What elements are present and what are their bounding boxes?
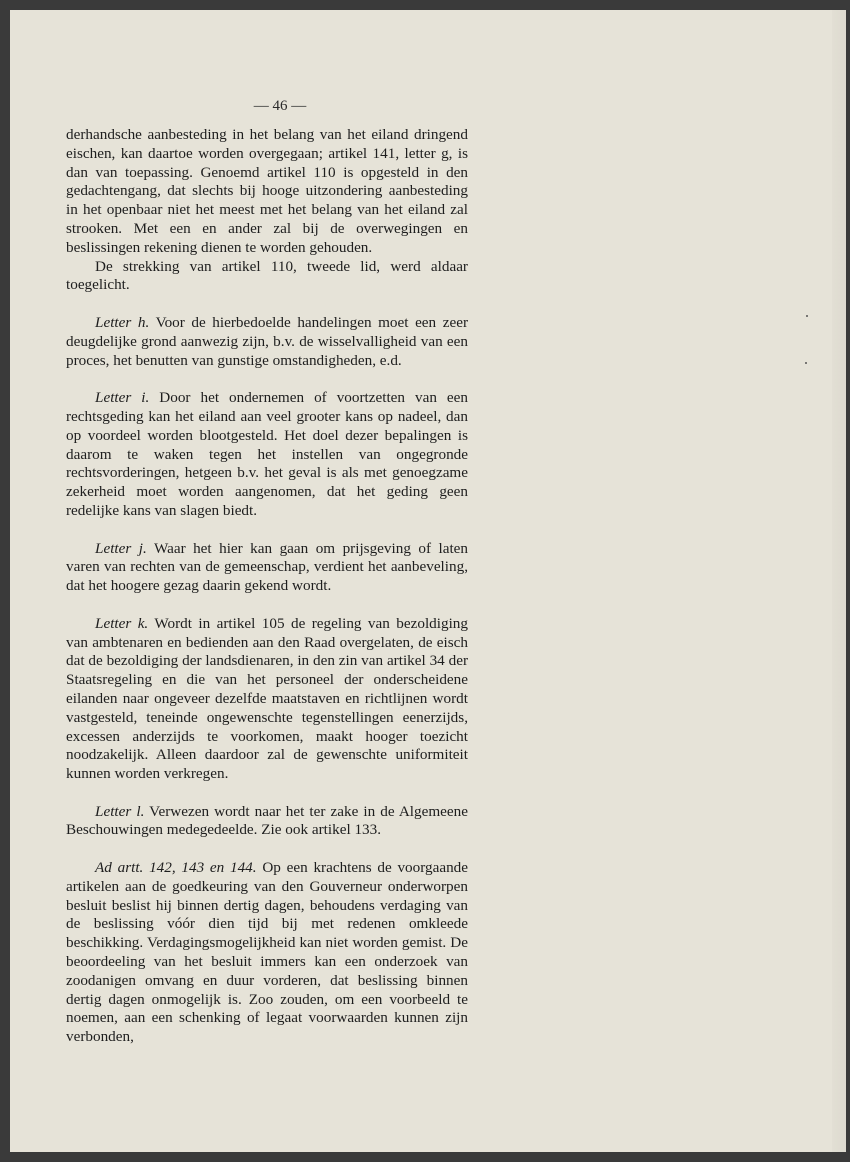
paragraph-text: De strekking van artikel 110, tweede lid, werd aldaar toegelicht. [66,257,468,294]
paragraph-text: Voor de hierbedoelde handelingen moet een zeer deugdelijke grond aanwezig zijn, b.v. de wisselvalligheid van een proces, het benutten van gunstige omstandigheden, e.d. [66,313,468,369]
paragraph-text: Waar het hier kan gaan om prijsgeving of laten varen van rechten van de gemeenschap, verdient het aanbeveling, dat het hoogere gezag daarin gekend wordt. [66,539,468,595]
paragraph-text: Wordt in artikel 105 de regeling van bezoldiging van ambtenaren en bedienden aan den Raad overgelaten, de eisch dat de bezoldiging der landsdienaren, in den zin van artikel 34 der Staatsregeling en die van het personeel der onderscheidene eilanden naar ongeveer dezelfde maatstaven en richtlijnen wordt vastgesteld, teneinde ongewenschte tegenstellingen eenerzijds, excessen anderzijds te voorkomen, maakt hooger toezicht noodzakelijk. Alleen daardoor zal de gewenschte uniformiteit kunnen worden verkregen. [66,614,468,783]
body-text [66,126,468,1047]
paragraph-text: Verwezen wordt naar het ter zake in de Algemeene Beschouwingen medegedeelde. Zie ook artikel 133. [66,802,468,839]
paragraph-letter-i [66,389,468,521]
paragraph-letter-l [66,803,468,841]
paragraph-lead: Letter l. [95,802,145,820]
paragraph-text: derhandsche aanbesteding in het belang van het eiland dringend eischen, kan daartoe worden overgegaan; artikel 141, letter g, is dan van toepassing. Genoemd artikel 110 is opgesteld in den gedachtengang, dat slechts bij hooge uitzondering aanbesteding in het openbaar niet het meest met het belang van het eiland zal strooken. Met een en ander zal bij de overwegingen en beslissingen rekening dienen te worden gehouden. [66,126,468,256]
paragraph-letter-h [66,314,468,370]
paragraph-strekking [66,258,468,296]
paragraph-text: Door het ondernemen of voortzetten van een rechtsgeding kan het eiland aan veel grooter kans op nadeel, dan op voordeel worden blootgesteld. Het doel dezer bepalingen is daarom te waken tegen het instellen van ongegronde rechtsvorderingen, hetgeen b.v. het geval is als met genoegzame zekerheid moet worden aangenomen, dat het geding geen redelijke kans van slagen biedt. [66,389,468,519]
paragraph-lead: Letter i. [95,389,150,407]
paragraph-lead: Letter j. [95,539,147,557]
paper-speck [805,362,807,364]
paragraph-ad-artt [66,859,468,1047]
page-number: — 46 — [253,98,307,114]
document-page [10,10,846,1152]
paragraph-letter-j [66,540,468,596]
paragraph-lead: Letter k. [95,614,149,632]
paragraph-lead: Ad artt. 142, 143 en 144. [95,859,257,877]
paragraph-continuation [66,126,468,258]
paper-speck [806,315,808,317]
page-edge [832,10,846,1152]
paragraph-text: Op een krachtens de voorgaande artikelen aan de goedkeuring van den Gouverneur onderworpen besluit beslist hij binnen dertig dagen, behoudens verdaging van de beslissing vóór dien tijd bij met redenen omkleede beschikking. Verdagingsmogelijkheid kan niet worden gemist. De beoordeeling van het besluit immers kan een onderzoek van zoodanigen omvang en duur vorderen, dat beslissing binnen dertig dagen onmogelijk is. Zoo zouden, om een voorbeeld te noemen, aan een schenking of legaat voorwaarden kunnen zijn verbonden, [66,859,469,1046]
paragraph-lead: Letter h. [95,313,150,331]
paragraph-letter-k [66,615,468,784]
